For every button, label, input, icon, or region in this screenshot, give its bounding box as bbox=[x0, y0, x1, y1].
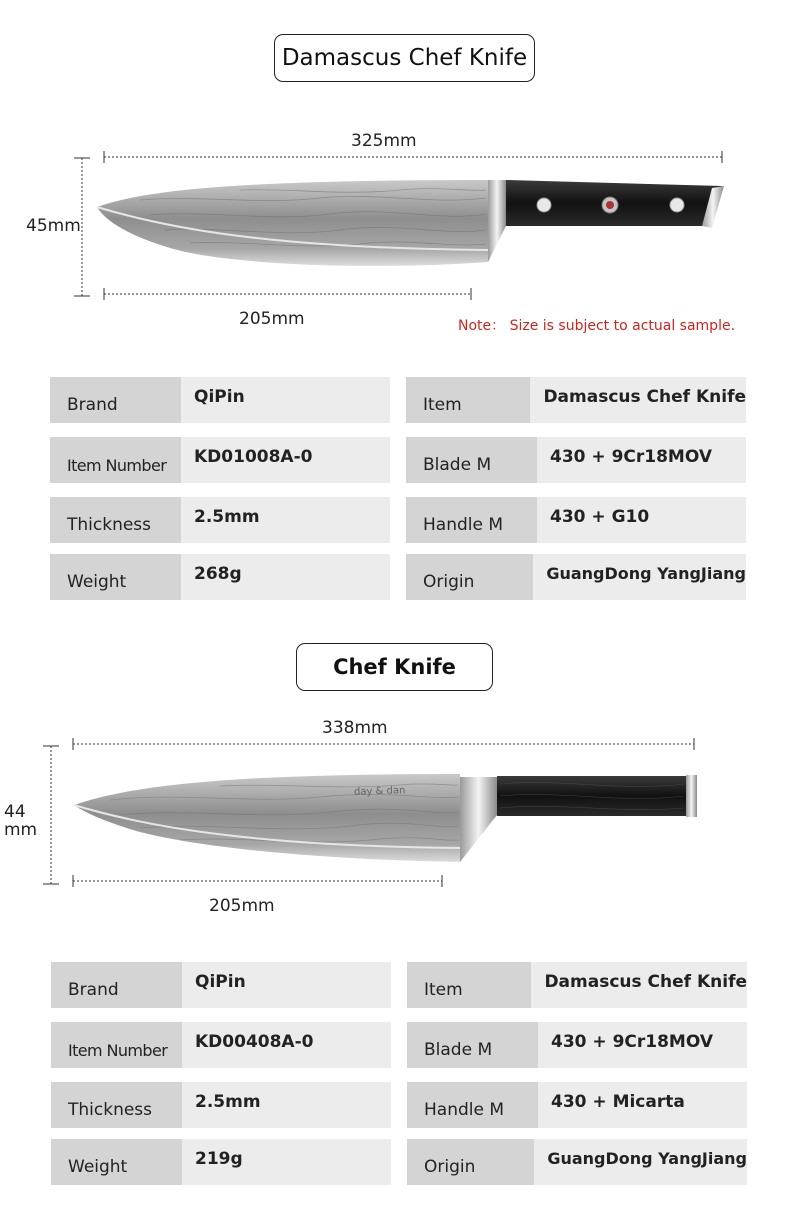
spec-value: Damascus Chef Knife bbox=[530, 377, 746, 423]
spec-value: GuangDong YangJiang bbox=[534, 1139, 747, 1185]
spec-value: GuangDong YangJiang bbox=[533, 554, 746, 600]
height-label bbox=[4, 803, 37, 839]
spec-label: Handle M bbox=[406, 497, 537, 543]
spec-row-thickness bbox=[50, 497, 390, 543]
blade-length-label: 205mm bbox=[209, 896, 275, 916]
spec-label: Blade M bbox=[407, 1022, 538, 1068]
spec-row-brand bbox=[50, 377, 390, 423]
spec-value: Damascus Chef Knife bbox=[531, 962, 747, 1008]
spec-value: KD00408A-0 bbox=[182, 1022, 391, 1068]
spec-label: Item Number bbox=[51, 1022, 182, 1068]
section2-title: Chef Knife bbox=[296, 643, 493, 691]
spec-row-handle-material bbox=[407, 1082, 747, 1128]
spec-value: 2.5mm bbox=[181, 497, 390, 543]
spec-value: 430 + G10 bbox=[537, 497, 746, 543]
spec-row-item bbox=[407, 962, 747, 1008]
spec-label: Thickness bbox=[51, 1082, 182, 1128]
spec-value: 219g bbox=[182, 1139, 391, 1185]
spec-value: KD01008A-0 bbox=[181, 437, 390, 483]
spec-row-weight bbox=[51, 1139, 391, 1185]
spec-value: QiPin bbox=[181, 377, 390, 423]
spec-value: 430 + 9Cr18MOV bbox=[537, 437, 746, 483]
spec-label: Weight bbox=[51, 1139, 182, 1185]
spec-row-blade-material bbox=[406, 437, 746, 483]
spec-label: Origin bbox=[406, 554, 533, 600]
spec-label: Item bbox=[406, 377, 530, 423]
spec-row-brand bbox=[51, 962, 391, 1008]
spec-label: Blade M bbox=[406, 437, 537, 483]
spec-label: Handle M bbox=[407, 1082, 538, 1128]
spec-row-origin bbox=[407, 1139, 747, 1185]
spec-row-thickness bbox=[51, 1082, 391, 1128]
spec-label: Brand bbox=[50, 377, 181, 423]
spec-row-item-number bbox=[51, 1022, 391, 1068]
spec-label: Item bbox=[407, 962, 531, 1008]
spec-value: 268g bbox=[181, 554, 390, 600]
height-unit: mm bbox=[4, 820, 38, 840]
spec-row-item bbox=[406, 377, 746, 423]
blade-engraving: day & dan bbox=[353, 785, 406, 798]
height-value: 44 bbox=[4, 802, 26, 822]
spec-row-blade-material bbox=[407, 1022, 747, 1068]
spec-value: QiPin bbox=[182, 962, 391, 1008]
blade-length-label: 205mm bbox=[239, 309, 305, 329]
spec-label: Brand bbox=[51, 962, 182, 1008]
length-label: 325mm bbox=[351, 131, 417, 151]
spec-value: 430 + Micarta bbox=[538, 1082, 747, 1128]
height-label: 45mm bbox=[26, 216, 81, 236]
spec-label: Item Number bbox=[50, 437, 181, 483]
spec-row-origin bbox=[406, 554, 746, 600]
spec-row-item-number bbox=[50, 437, 390, 483]
spec-row-handle-material bbox=[406, 497, 746, 543]
section1-title: Damascus Chef Knife bbox=[274, 34, 535, 82]
spec-label: Origin bbox=[407, 1139, 534, 1185]
spec-row-weight bbox=[50, 554, 390, 600]
spec-label: Weight bbox=[50, 554, 181, 600]
damascus-chef-knife-image bbox=[97, 180, 724, 266]
length-label: 338mm bbox=[322, 718, 388, 738]
spec-label: Thickness bbox=[50, 497, 181, 543]
spec-value: 2.5mm bbox=[182, 1082, 391, 1128]
spec-value: 430 + 9Cr18MOV bbox=[538, 1022, 747, 1068]
size-note: Note： Size is subject to actual sample. bbox=[458, 318, 736, 334]
